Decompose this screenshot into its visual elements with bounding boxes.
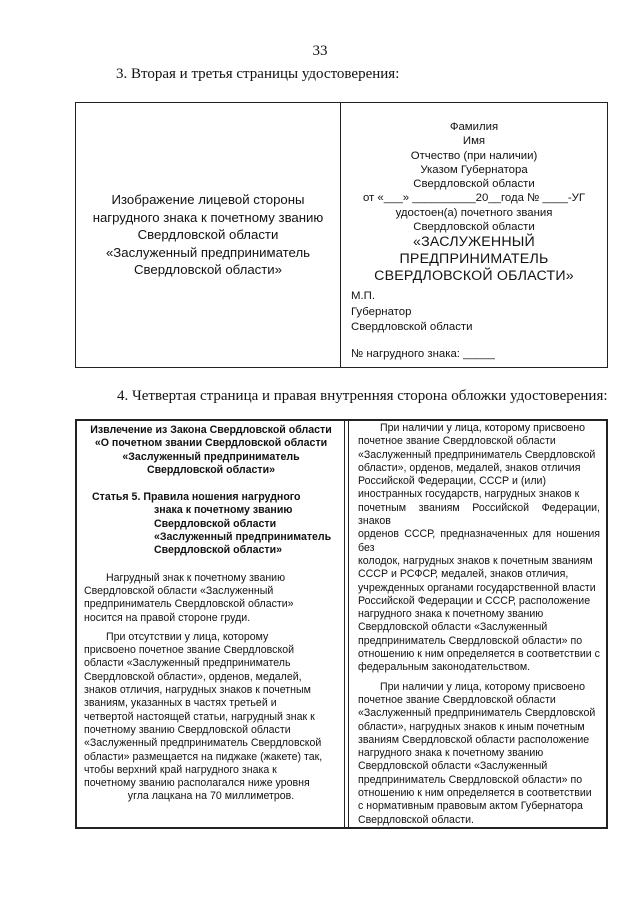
text-line: отношению к ним определяется в соответствии с bbox=[358, 648, 600, 661]
surname-field: Фамилия bbox=[449, 121, 499, 133]
decree-region: Свердловской области bbox=[413, 178, 535, 191]
text-line: угла лацкана на 70 миллиметров. bbox=[127, 790, 295, 803]
text-line: колодок, нагрудных знаков к почетным званиям bbox=[358, 554, 593, 567]
text-line: «Заслуженный предприниматель Свердловской bbox=[358, 448, 596, 461]
certificate-pages-table bbox=[75, 102, 608, 368]
certificate-text-panel bbox=[341, 103, 607, 367]
text-line: При наличии у лица, которому присвоено bbox=[380, 422, 586, 434]
decree-date-line: от «___» __________20__года № ____-УГ bbox=[362, 192, 586, 205]
title-line: «ЗАСЛУЖЕННЫЙ bbox=[413, 234, 535, 251]
text-line: почетному званию располагался ниже уровня bbox=[84, 777, 310, 790]
text-line: Свердловской области. bbox=[358, 813, 474, 826]
text-line: почетным званиям Российской Федерации, знаков bbox=[358, 501, 600, 528]
awarded-label: удостоен(а) почетного звания bbox=[395, 206, 553, 219]
text-line: почетное звание Свердловской области bbox=[358, 435, 556, 448]
text-line: с нормативным правовым актом Губернатора bbox=[358, 800, 583, 813]
governor-label: Губернатор bbox=[351, 305, 412, 318]
left-paragraph-2 bbox=[84, 631, 338, 804]
section-4-heading: 4. Четвертая страница и правая внутренняя сторона обложки удостоверения: bbox=[117, 388, 608, 404]
right-paragraph-1 bbox=[358, 422, 600, 675]
extract-title-line: Извлечение из Закона Свердловской области bbox=[90, 424, 332, 436]
article-title-line: Свердловской области bbox=[154, 517, 277, 530]
law-right-column bbox=[348, 421, 606, 827]
law-left-column bbox=[77, 421, 345, 827]
text-line: При отсутствии у лица, которому bbox=[106, 630, 269, 643]
governor-region: Свердловской области bbox=[351, 321, 473, 333]
text-line: отношению к ним определяется в соответствии bbox=[358, 787, 592, 800]
badge-number-field: № нагрудного знака: _____ bbox=[351, 348, 495, 360]
text-line: При наличии у лица, которому присвоено bbox=[380, 680, 586, 693]
badge-caption-line: Изображение лицевой стороны bbox=[111, 192, 305, 208]
text-line: почетному званию Свердловской области bbox=[84, 723, 291, 736]
text-line: орденов СССР, предназначенных для ношения без bbox=[358, 528, 600, 554]
text-line: званиям, указанных в частях третьей и bbox=[84, 697, 277, 710]
stamp-label: М.П. bbox=[351, 290, 376, 302]
signature-block bbox=[351, 289, 473, 336]
extract-title-line: «О почетном звании Свердловской области bbox=[94, 437, 328, 450]
text-line: Свердловской области «Заслуженный bbox=[84, 584, 274, 597]
extract-title bbox=[84, 424, 338, 477]
text-line: званиям Свердловской области расположение bbox=[358, 733, 590, 746]
text-line: области», орденов, медалей, знаков отличия bbox=[358, 461, 581, 474]
text-line: области» размещается на пиджаке (жакете) так, bbox=[84, 750, 323, 763]
text-line: нагрудного знака к почетному званию bbox=[358, 608, 544, 621]
text-line: нагрудного знака к почетному званию bbox=[358, 747, 544, 760]
title-line: СВЕРДЛОВСКОЙ ОБЛАСТИ» bbox=[374, 268, 574, 285]
badge-caption-line: Свердловской области bbox=[137, 227, 279, 243]
badge-caption-line: «Заслуженный предприниматель bbox=[105, 244, 311, 260]
text-line: «Заслуженный предприниматель Свердловской bbox=[84, 737, 322, 750]
badge-caption-line: нагрудного знака к почетному званию bbox=[92, 209, 324, 225]
page-number: 33 bbox=[312, 43, 328, 59]
text-line: федеральным законодательством. bbox=[358, 661, 531, 674]
right-paragraph-2 bbox=[358, 681, 600, 827]
text-line: предприниматель Свердловской области» по bbox=[358, 773, 583, 786]
text-line: Свердловской области «Заслуженный bbox=[358, 621, 548, 634]
text-line: области «Заслуженный предприниматель bbox=[84, 657, 291, 670]
article-title-line: Свердловской области» bbox=[154, 544, 282, 557]
awarded-region: Свердловской области bbox=[413, 221, 535, 234]
left-paragraph-1 bbox=[84, 572, 338, 625]
extract-title-line: «Заслуженный предприниматель bbox=[122, 450, 300, 463]
text-line: учрежденных органами государственной власти bbox=[358, 581, 596, 594]
text-line: носится на правой стороне груди. bbox=[84, 611, 251, 624]
text-line: СССР и РСФСР, медалей, знаков отличия, bbox=[358, 568, 569, 581]
text-line: Нагрудный знак к почетному званию bbox=[106, 571, 286, 584]
text-line: четвертой настоящей статьи, нагрудный знак к bbox=[84, 710, 315, 723]
text-line: «Заслуженный предприниматель Свердловской bbox=[358, 707, 596, 720]
section-3-heading: 3. Вторая и третья страницы удостоверения: bbox=[116, 66, 400, 82]
text-line: предприниматель Свердловской области» по bbox=[358, 634, 583, 647]
text-line: области», нагрудных знаков к иным почетным bbox=[358, 720, 585, 733]
article-title bbox=[84, 491, 338, 557]
article-title-line: «Заслуженный предприниматель bbox=[154, 531, 332, 544]
text-line: знаков отличия, нагрудных знаков к почетным bbox=[84, 684, 311, 697]
certificate-award-block bbox=[341, 120, 607, 285]
text-line: почетное звание Свердловской области bbox=[358, 693, 556, 706]
name-field: Имя bbox=[462, 135, 486, 148]
text-line: Российской Федерации и СССР, расположение bbox=[358, 594, 591, 607]
decree-label: Указом Губернатора bbox=[420, 163, 528, 176]
text-line: Свердловской области», орденов, медалей, bbox=[84, 670, 302, 683]
text-line: присвоено почетное звание Свердловской bbox=[84, 644, 295, 657]
law-extract-table bbox=[75, 419, 608, 829]
patronymic-field: Отчество (при наличии) bbox=[410, 149, 538, 162]
text-line: Российской Федерации, СССР и (или) bbox=[358, 475, 546, 488]
article-title-line: Статья 5. Правила ношения нагрудного bbox=[92, 491, 301, 504]
article-title-line: знака к почетному званию bbox=[154, 504, 293, 517]
badge-caption-line: Свердловской области» bbox=[133, 262, 282, 278]
text-line: иностранных государств, нагрудных знаков к bbox=[358, 488, 580, 501]
text-line: Свердловской области «Заслуженный bbox=[358, 760, 548, 773]
title-line: ПРЕДПРИНИМАТЕЛЬ bbox=[399, 251, 549, 268]
text-line: предприниматель Свердловской области» bbox=[84, 598, 294, 611]
badge-image-placeholder bbox=[76, 103, 341, 367]
text-line: чтобы верхний край нагрудного знака к bbox=[84, 763, 277, 776]
extract-title-line: Свердловской области» bbox=[147, 463, 275, 476]
